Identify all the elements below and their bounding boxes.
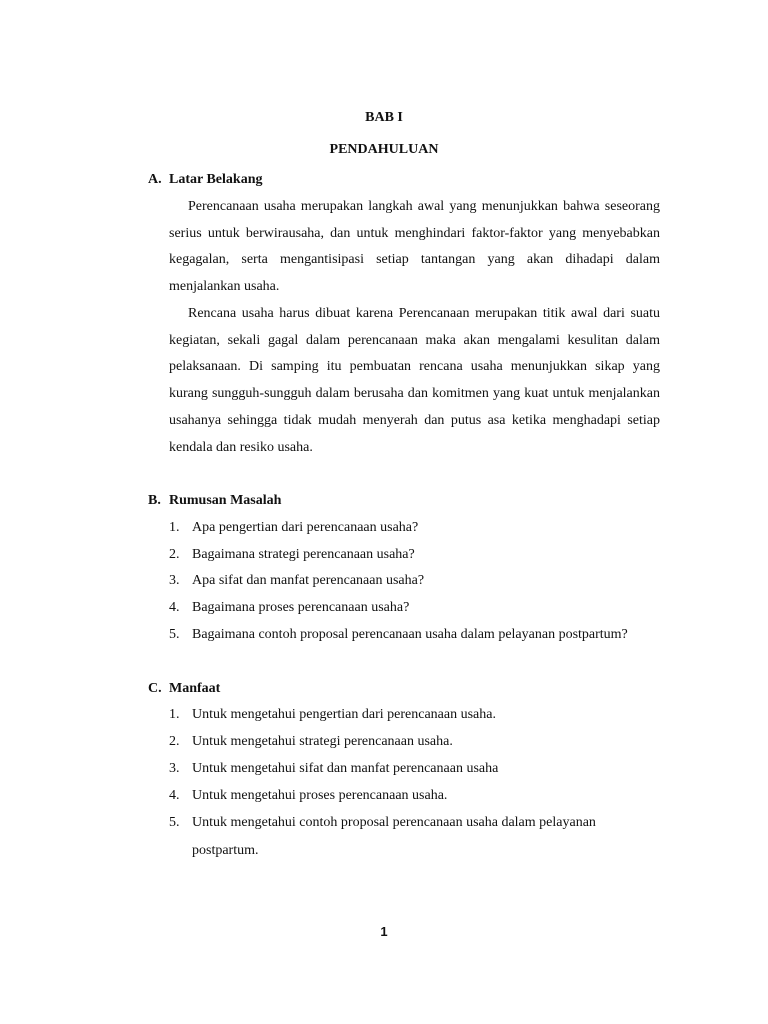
list-item-continuation: postpartum. [192,843,259,858]
list-item: 3. Untuk mengetahui sifat dan manfat perencanaan usaha [169,761,499,776]
list-item: 2. Untuk mengetahui strategi perencanaan usaha. [169,734,453,749]
list-item: 1. Apa pengertian dari perencanaan usaha? [169,520,419,535]
page-title: PENDAHULUAN [329,142,439,157]
section-a-letter: A. [148,172,162,187]
section-b-title: Rumusan Masalah [169,493,282,508]
section-a-paragraph-1 [169,194,660,301]
chapter-label: BAB I [365,110,403,125]
section-c-heading [148,681,220,697]
page-number: 1 [380,924,388,939]
section-a-paragraph-2 [169,301,660,461]
section-c-title: Manfaat [169,681,221,696]
paragraph-2-text: Rencana usaha harus dibuat karena Perencanaan merupakan titik awal dari suatu kegiatan, sekali gagal dalam perencanaan maka akan mengalami kesulitan dalam pelaksanaan. Di samping itu pembuatan rencana usaha menunjukkan sikap yang kurang sungguh-sungguh dalam berusaha dan komitmen yang kuat untuk menjalankan usahanya sehingga tidak mudah menyerah dan putus asa ketika menghadapi setiap kendala dan resiko usaha. [169,306,660,455]
list-item: 4. Bagaimana proses perencanaan usaha? [169,600,410,615]
list-item: 3. Apa sifat dan manfat perencanaan usaha? [169,573,425,588]
section-c-letter: C. [148,681,162,696]
list-item: 5. Bagaimana contoh proposal perencanaan usaha dalam pelayanan postpartum? [169,627,628,642]
section-b-letter: B. [148,493,161,508]
section-a-title: Latar Belakang [169,172,263,187]
list-item: 5. Untuk mengetahui contoh proposal perencanaan usaha dalam pelayanan [169,815,596,830]
section-b-heading [148,493,281,509]
list-item: 4. Untuk mengetahui proses perencanaan usaha. [169,788,448,803]
section-a-heading [148,172,262,188]
list-item: 2. Bagaimana strategi perencanaan usaha? [169,547,415,562]
list-item: 1. Untuk mengetahui pengertian dari perencanaan usaha. [169,707,496,722]
paragraph-1-text: Perencanaan usaha merupakan langkah awal yang menunjukkan bahwa seseorang serius untuk berwirausaha, dan untuk menghindari faktor-faktor yang menyebabkan kegagalan, serta mengantisipasi setiap tantangan yang akan dihadapi dalam menjalankan usaha. [169,199,660,295]
